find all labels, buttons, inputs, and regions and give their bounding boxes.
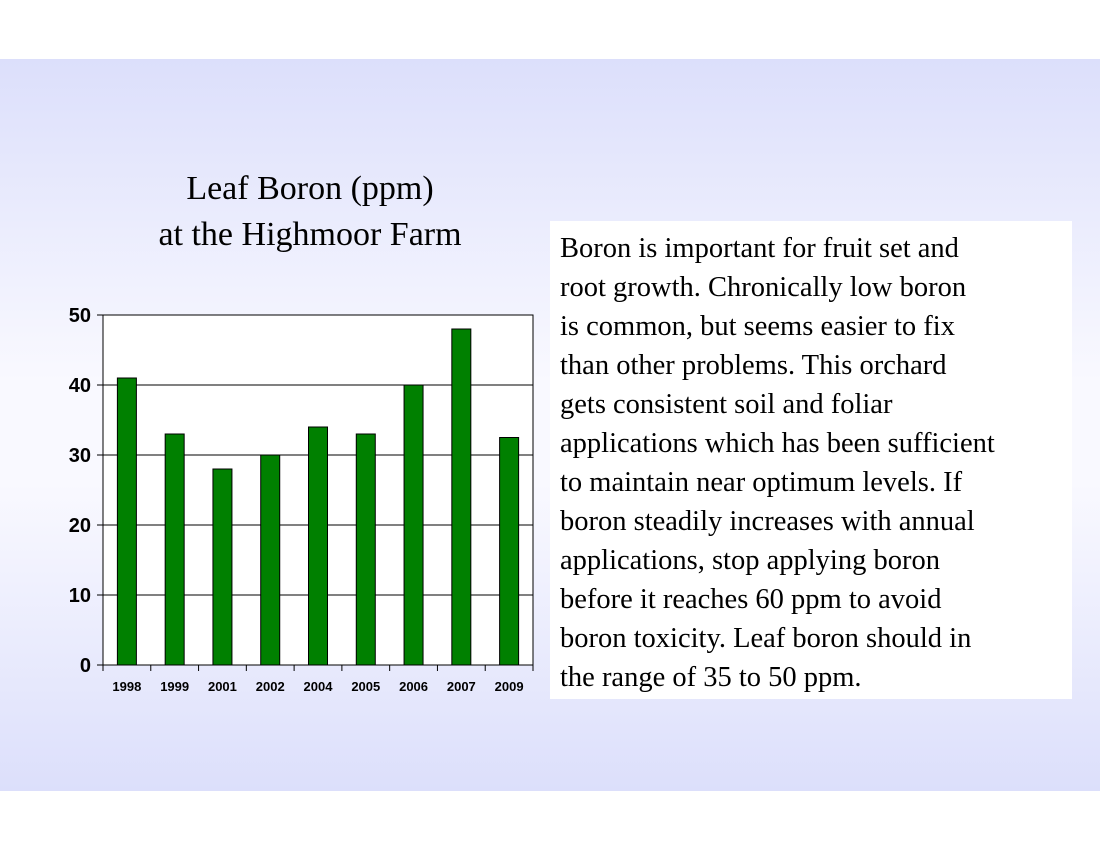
x-tick-label: 2005 — [351, 679, 381, 694]
description-line: the range of 35 to 50 ppm. — [560, 662, 862, 693]
description-textbox — [550, 221, 1072, 699]
x-tick-label: 2007 — [446, 679, 476, 694]
x-tick-label: 1999 — [160, 679, 190, 694]
x-tick-label: 2002 — [255, 679, 285, 694]
y-tick-label: 10 — [68, 585, 91, 607]
bar — [452, 329, 471, 665]
x-tick-label: 2004 — [303, 679, 333, 694]
x-tick-label: 2009 — [494, 679, 524, 694]
bar — [356, 434, 375, 665]
chart-title-line-1: Leaf Boron (ppm) — [186, 170, 434, 207]
y-tick-label: 20 — [68, 515, 91, 537]
x-tick-label: 1998 — [112, 679, 142, 694]
description-line: than other problems. This orchard — [560, 350, 947, 381]
description-line: before it reaches 60 ppm to avoid — [560, 584, 942, 615]
x-tick-label: 2001 — [207, 679, 237, 694]
description-line: gets consistent soil and foliar — [560, 389, 893, 420]
bar — [404, 385, 423, 665]
bar — [213, 469, 232, 665]
description-line: applications, stop applying boron — [560, 545, 940, 576]
bar — [117, 378, 136, 665]
x-tick-label: 2006 — [399, 679, 429, 694]
y-tick-label: 30 — [68, 445, 91, 467]
y-tick-label: 50 — [68, 305, 91, 327]
description-line: applications which has been sufficient — [560, 428, 995, 459]
description-line: to maintain near optimum levels. If — [560, 467, 963, 498]
description-line: boron toxicity. Leaf boron should in — [560, 623, 972, 654]
description-line: boron steadily increases with annual — [560, 506, 975, 537]
bar — [261, 455, 280, 665]
bar — [165, 434, 184, 665]
chart-title-line-2: at the Highmoor Farm — [158, 216, 462, 253]
description-line: Boron is important for fruit set and — [560, 233, 959, 264]
description-line: is common, but seems easier to fix — [560, 311, 955, 342]
bar — [500, 438, 519, 666]
y-tick-label: 40 — [68, 375, 91, 397]
bar — [309, 427, 328, 665]
y-tick-label: 0 — [79, 655, 91, 677]
description-line: root growth. Chronically low boron — [560, 272, 967, 303]
